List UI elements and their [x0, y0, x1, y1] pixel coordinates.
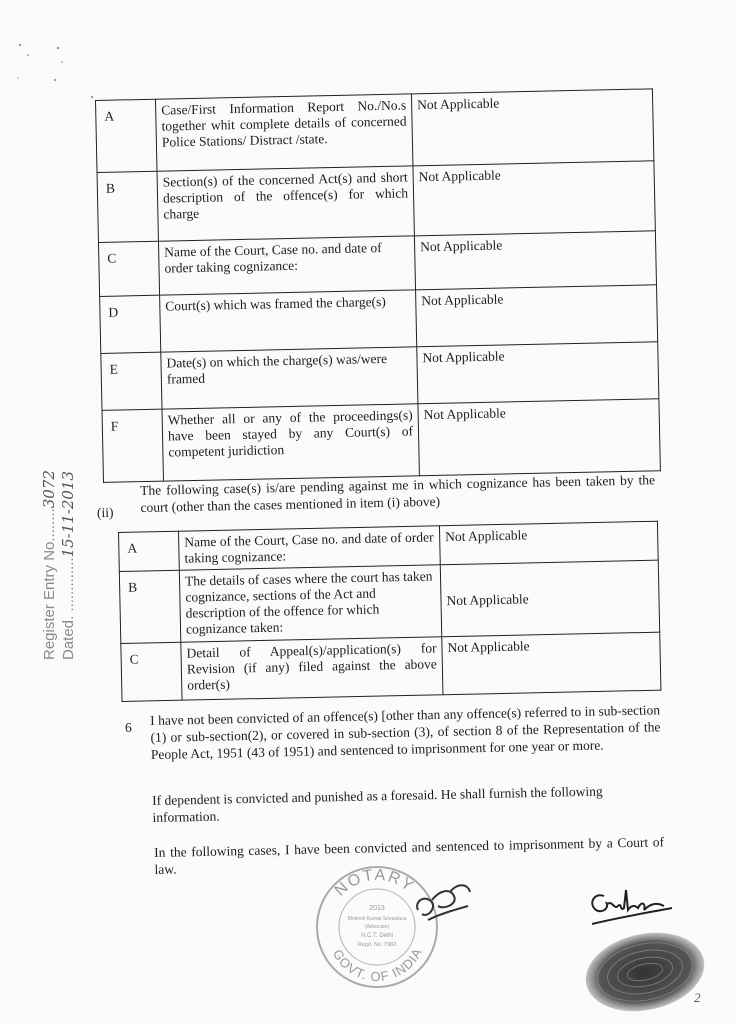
page-mark: 2 — [694, 990, 701, 1005]
cases-table-1 — [95, 88, 661, 483]
row-description: Name of the Court, Case no. and date of order taking cognizance: — [158, 236, 415, 295]
item-6-text: I have not been convicted of an offence(s) [other than any offence(s) referred to in sub-section (1) or sub-section(2), or covered in sub-section (3), of section 8 of the Representation of the People Act, 1951 (43 of 1951) and sentenced to imprisonment for one year or more. — [150, 702, 661, 762]
row-key: C — [98, 241, 159, 296]
row-key: A — [96, 99, 157, 172]
table-row — [119, 560, 659, 643]
stamp-bottom-text: GOVT. OF INDIA — [329, 945, 426, 985]
row-value: Not Applicable — [440, 560, 659, 637]
row-description: Detail of Appeal(s)/application(s) for Revision (if any) filed against the above order(s) — [181, 637, 443, 700]
row-value: Not Applicable — [418, 399, 660, 476]
thumb-impression — [583, 930, 708, 1012]
stamp-line: (Advocate) — [364, 924, 390, 930]
register-entry-value: 3072 — [40, 470, 58, 509]
svg-text:NOTARY — [332, 867, 418, 900]
stamp-year: 2013 — [369, 905, 385, 912]
row-value: Not Applicable — [417, 342, 659, 404]
dependent-text: If dependent is convicted and punished as a foresaid. He shall furnish the following information. — [152, 783, 603, 825]
row-key: B — [97, 171, 158, 242]
row-description: Date(s) on which the charge(s) was/were framed — [161, 347, 418, 409]
row-description: Court(s) which was framed the charge(s) — [160, 290, 417, 352]
row-description: Name of the Court, Case no. and date of order taking cognizance: — [178, 526, 440, 570]
table-row — [121, 632, 661, 701]
row-key: B — [119, 570, 180, 643]
row-value: Not Applicable — [442, 632, 661, 695]
stamp-line: Bimlesh Kumar Srivastava — [347, 916, 407, 922]
stamp-line: N.C.T. Delhi — [360, 933, 394, 939]
row-value: Not Applicable — [416, 285, 658, 347]
register-entry-label: Register Entry No. — [41, 537, 58, 660]
stamp-top-text: NOTARY — [331, 866, 418, 900]
row-description: Case/First Information Report No./No.s together whit complete details of concerned Police Stations/ Distract /state. — [155, 94, 412, 171]
item-number: 6 — [125, 720, 132, 735]
row-value: Not Applicable — [411, 89, 653, 166]
row-key: C — [121, 642, 182, 701]
row-key: A — [119, 531, 180, 571]
row-value: Not Applicable — [414, 231, 656, 290]
register-entry: Register Entry No........3072 Dated. .............15-11-2013 — [40, 470, 77, 660]
register-dated-label: Dated. — [60, 615, 77, 660]
row-description: The details of cases where the court has taken cognizance, sections of the Act and description of the offence for which cognizance taken: — [179, 565, 441, 642]
stamp-line: Regd. No. 7982 — [357, 942, 397, 948]
row-key: E — [101, 352, 162, 410]
row-description: Section(s) of the concerned Act(s) and short description of the offence(s) for which charge — [157, 166, 414, 241]
candidate-signature — [580, 878, 680, 938]
following-cases-text: In the following cases, I have been convicted and sentenced to imprisonment by a Court of law. — [154, 834, 665, 877]
cases-table-2 — [118, 521, 661, 702]
notary-signature — [410, 880, 475, 930]
row-key: D — [100, 295, 161, 353]
table-row — [96, 89, 654, 173]
section-ii-text: The following case(s) is/are pending against me in which cognizance has been taken by the court (other than the cases mentioned in item (i) above) — [140, 472, 656, 515]
section-ii-label: (ii) — [97, 505, 114, 520]
row-value: Not Applicable — [439, 521, 658, 565]
table-row — [97, 161, 655, 243]
row-key: F — [102, 409, 163, 482]
register-dated-value: 15-11-2013 — [59, 470, 77, 558]
table-row — [102, 399, 660, 483]
row-description: Whether all or any of the proceedings(s) have been stayed by any Court(s) of competent juridiction — [162, 404, 419, 481]
row-value: Not Applicable — [413, 161, 655, 236]
